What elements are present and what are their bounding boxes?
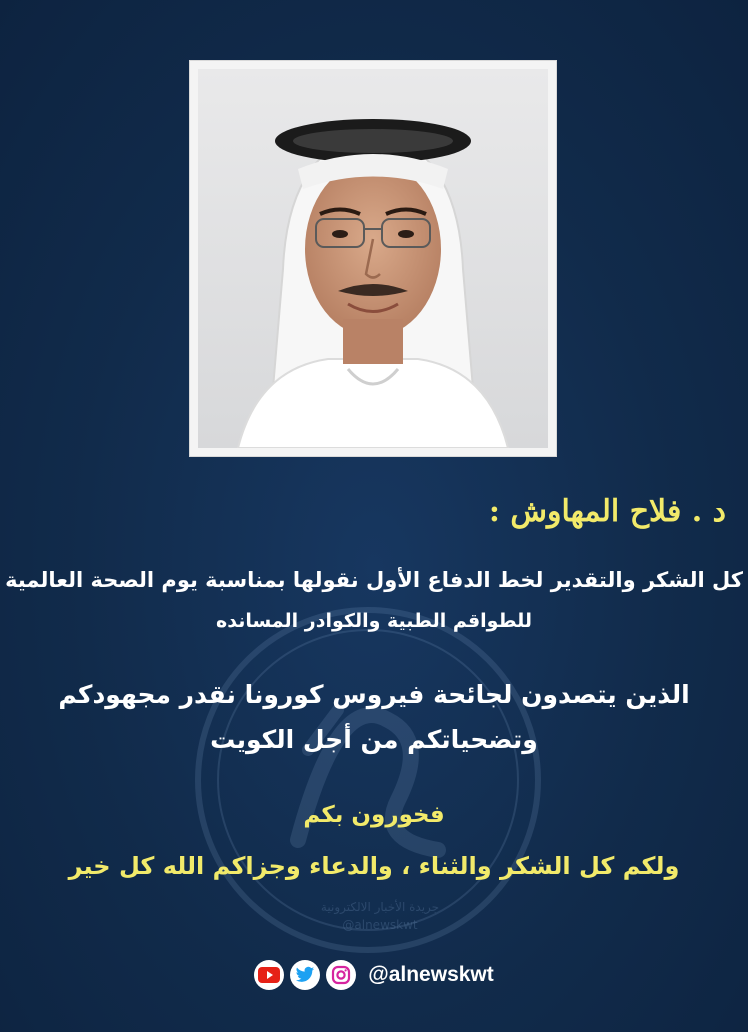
- portrait-photo: [198, 69, 548, 448]
- youtube-icon[interactable]: [254, 960, 284, 990]
- watermark-handle: @alnewskwt: [342, 918, 418, 932]
- twitter-icon[interactable]: [290, 960, 320, 990]
- message-line-3: الذين يتصدون لجائحة فيروس كورونا نقدر مجهودكم: [58, 680, 690, 709]
- social-handle[interactable]: @alnewskwt: [368, 963, 494, 986]
- speaker-name: د . فلاح المهاوش :: [488, 494, 726, 529]
- message-line-4: وتضحياتكم من أجل الكويت: [210, 725, 538, 754]
- instagram-icon[interactable]: [326, 960, 356, 990]
- message-line-6: ولكم كل الشكر والثناء ، والدعاء وجزاكم الله كل خير: [68, 852, 680, 880]
- message-line-2: للطواقم الطبية والكوادر المسانده: [216, 610, 532, 632]
- social-footer: [0, 955, 748, 995]
- message-line-1: كل الشكر والتقدير لخط الدفاع الأول نقولها بمناسبة يوم الصحة العالمية: [5, 568, 743, 592]
- message-line-5: فخورون بكم: [303, 802, 445, 828]
- watermark-caption: جريدة الأخبار الالكترونية: [320, 900, 440, 914]
- portrait-frame: [190, 61, 556, 456]
